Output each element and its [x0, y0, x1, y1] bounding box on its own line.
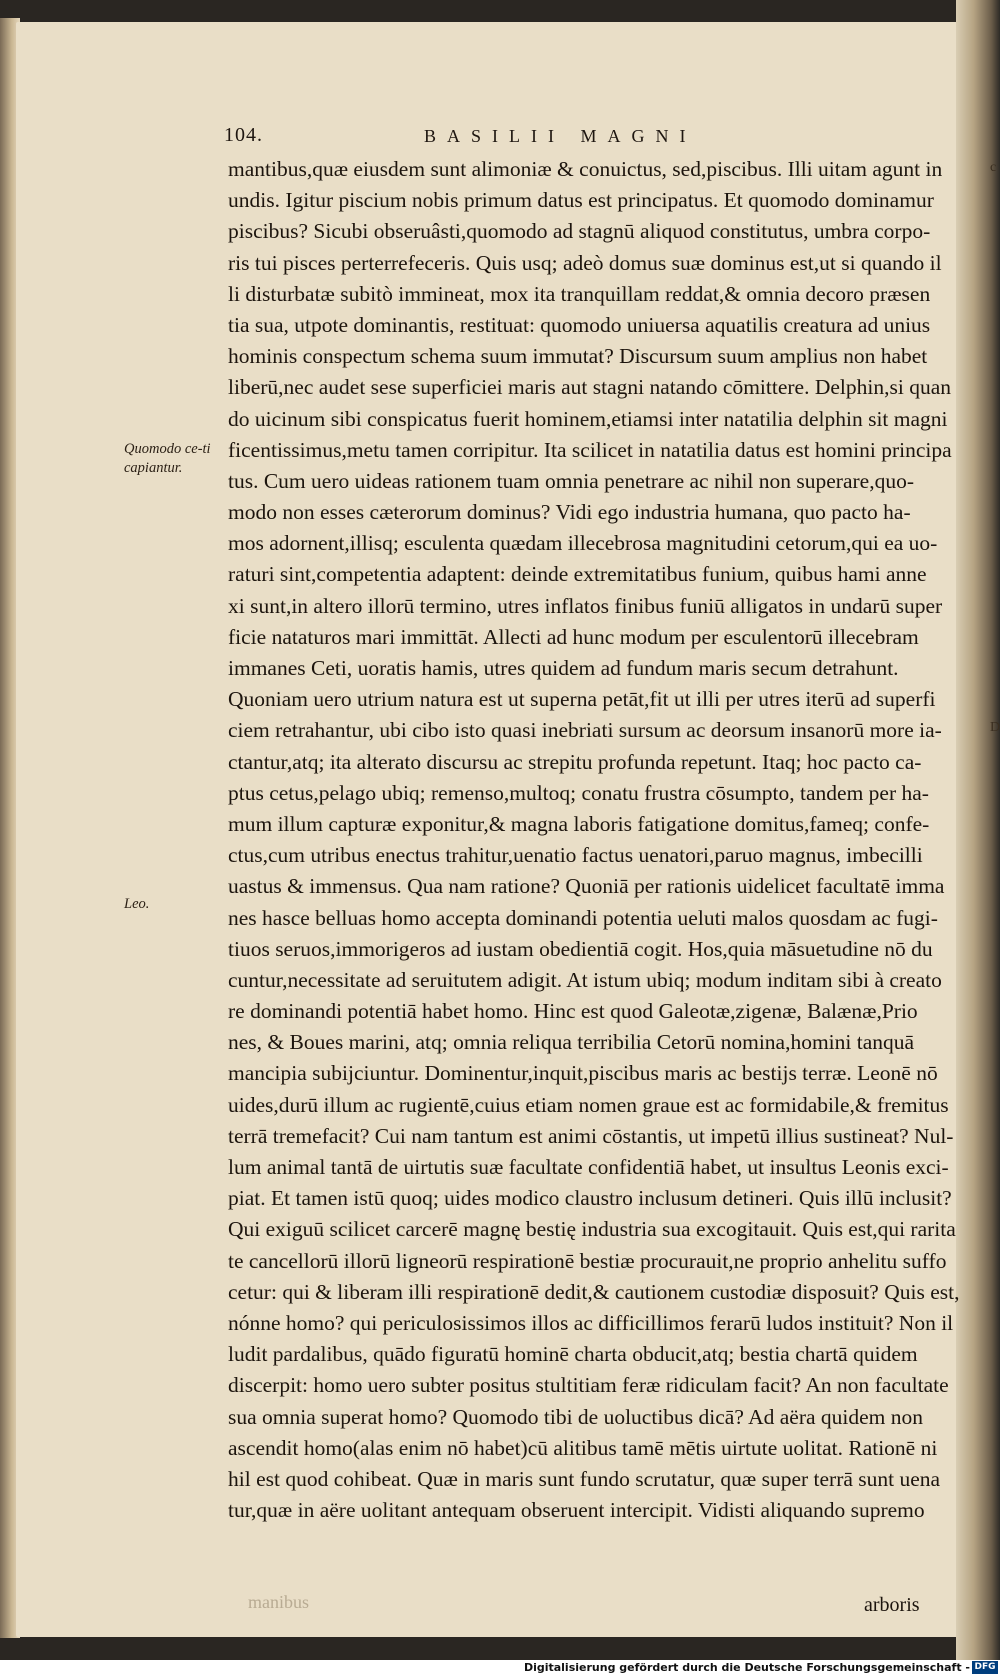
text-line: ludit pardalibus, quādo figuratū hominē charta obducit,atq; bestia chartā quidem	[228, 1342, 918, 1367]
catchword: arboris	[864, 1594, 920, 1616]
text-line: xi sunt,in altero illorū termino, utres inflatos finibus funiū alligatos in undarū super	[228, 593, 943, 618]
text-line: lum animal tantā de uirtutis suæ facultate confidentiā habet, ut insultus Leonis exci-	[228, 1155, 949, 1179]
text-line: mum illum capturæ exponitur,& magna laboris fatigatione domitus,fameq; confe-	[228, 811, 930, 836]
text-line: ctus,cum utribus enectus trahitur,uenatio factus uenatori,paruo magnus, imbecilli	[228, 843, 923, 868]
text-line: piat. Et tamen istū quoq; uides modico claustro inclusum detineri. Quis illū inclusit?	[228, 1186, 952, 1211]
text-line: nes, & Boues marini, atq; omnia reliqua terribilia Cetorū nomina,homini tanquā	[228, 1030, 915, 1055]
text-line: ptus cetus,pelago ubiq; remenso,multoq; conatu frustra cōsumpto, tandem per ha-	[228, 780, 929, 805]
text-line: tia sua, utpote dominantis, restituat: quomodo uniuersa aquatilis creatura ad unius	[228, 312, 931, 337]
text-line: Qui exiguū scilicet carcerē magnę bestię industria sua excogitauit. Quis est,qui rarita	[228, 1217, 956, 1242]
text-line: undis. Igitur piscium nobis primum datus est principatus. Et quomodo dominamur	[228, 188, 934, 213]
main-text-block	[228, 154, 960, 1526]
text-line: do uicinum sibi conspicatus fuerit hominem,etiamsi inter natatilia delphin sit magni	[228, 406, 948, 431]
text-line: nónne homo? qui periculosissimos illos ac difficillimos ferarū ludos instituit? Non il	[228, 1310, 954, 1335]
text-line: discerpit: homo uero subter positus stultitiam feræ ridiculam facit? An non facultate	[228, 1373, 949, 1398]
page-number: 104.	[224, 124, 263, 146]
text-line: terrā tremefacit? Cui nam tantum est animi cōstantis, ut impetū illius sustineat? Nul-	[228, 1123, 954, 1148]
page-header	[224, 126, 804, 146]
text-line: mos adornent,illisq; esculenta quædam illecebrosa magnitudini cetorum,qui ea uo-	[228, 531, 938, 556]
footer-credit: Digitalisierung gefördert durch die Deutsche Forschungsgemeinschaft -	[523, 1661, 970, 1674]
text-line: te cancellorū illorū ligneorū respirationē bestiæ procurauit,ne proprio anhelitu suffo	[228, 1248, 947, 1273]
text-line: ficie nataturos mari immittāt. Allecti ad hunc modum per esculentorū illecebram	[228, 624, 919, 649]
marginal-note-leo: Leo.	[124, 896, 150, 912]
text-line: hil est quod cohibeat. Quæ in maris sunt fundo scrutatur, quæ super terrā sunt uena	[228, 1466, 941, 1491]
running-title: BASILII MAGNI	[424, 126, 697, 146]
text-line: piscibus? Sicubi obseruâsti,quomodo ad stagnū aliquod constitutus, umbra corpo-	[228, 219, 931, 244]
text-line: tiuos seruos,immorigeros ad iustam obedientiā cogit. Hos,quia māsuetudine nō du	[228, 936, 933, 961]
text-line: ciem retrahantur, ubi cibo isto quasi inebriati sursum ac deorsum insanorū more ia-	[228, 718, 942, 743]
text-line: Quoniam uero utrium natura est ut superna petāt,fit ut illi per utres iterū ad superfi	[228, 687, 936, 712]
bleed-through-text: manibus	[248, 1592, 309, 1612]
text-line: modo non esses cæterorum dominus? Vidi ego industria humana, quo pacto ha-	[228, 500, 911, 525]
text-line: raturi sint,competentia adaptent: deinde extremitatibus funium, quibus hami anne	[228, 562, 927, 587]
text-line: cuntur,necessitate ad seruitutem adigit. At istum ubiq; modum inditam sibi à creato	[228, 967, 942, 992]
text-line: tus. Cum uero uideas rationem tuam omnia penetrare ac nihil non superare,quo-	[228, 468, 914, 493]
text-line: ctantur,atq; ita alterato discursu ac strepitu profunda repetunt. Itaq; hoc pacto ca-	[228, 749, 922, 774]
right-gutter	[956, 0, 1000, 1660]
text-line: nes hasce belluas homo accepta dominandi potentia ueluti malos quosdam ac fugi-	[228, 905, 938, 930]
text-line: re dominandi potentiā habet homo. Hinc est quod Galeotæ,zigenæ, Balænæ,Prio	[228, 999, 918, 1024]
gutter-letter-d: D	[990, 720, 1000, 735]
text-line: hominis conspectum schema suum immutat? Discursum suum amplius non habet	[228, 344, 928, 369]
text-line: uastus & immensus. Qua nam ratione? Quoniā per rationis uidelicet facultatē imma	[228, 874, 945, 899]
text-line: mancipia subijciuntur. Dominentur,inquit,piscibus maris ac bestijs terræ. Leonē nō	[228, 1061, 938, 1086]
text-line: sua omnia superat homo? Quomodo tibi de uoluctibus dicā? Ad aëra quidem non	[228, 1404, 924, 1429]
marginal-note-ceti: Quomodo ce-ti capiantur.	[124, 441, 211, 476]
dfg-logo: DFG	[972, 1661, 998, 1674]
text-line: tur,quæ in aëre uolitant antequam obseruent intercipit. Vidisti aliquando supremo	[228, 1498, 925, 1523]
text-line: mantibus,quæ eiusdem sunt alimoniæ & conuictus, sed,piscibus. Illi uitam agunt in	[228, 157, 943, 181]
text-line: cetur: qui & liberam illi respirationē dedit,& cautionem custodiæ disposuit? Quis est,	[228, 1279, 960, 1304]
text-line: ficentissimus,metu tamen corripitur. Ita scilicet in natatilia datus est homini principa	[228, 437, 952, 462]
footer-bar	[0, 1660, 1000, 1676]
text-line: immanes Ceti, uoratis hamis, utres quidem ad fundum maris secum detrahunt.	[228, 656, 899, 680]
text-line: li disturbatæ subitò immineat, mox ita tranquillam reddat,& omnia decoro præsen	[228, 281, 931, 306]
text-line: ris tui pisces perterrefeceris. Quis usq; adeò domus suæ dominus est,ut si quando il	[228, 250, 942, 275]
gutter-letter-c: c	[990, 160, 997, 175]
text-line: ascendit homo(alas enim nō habet)cū alitibus tamē mētis uirtute uolitat. Rationē ni	[228, 1435, 938, 1460]
text-line: uides,durū illum ac rugientē,cuius etiam nomen graue est ac formidabile,& fremitus	[228, 1092, 949, 1117]
text-line: liberū,nec audet sese superficiei maris aut stagni natando cōmittere. Delphin,si quan	[228, 375, 952, 400]
